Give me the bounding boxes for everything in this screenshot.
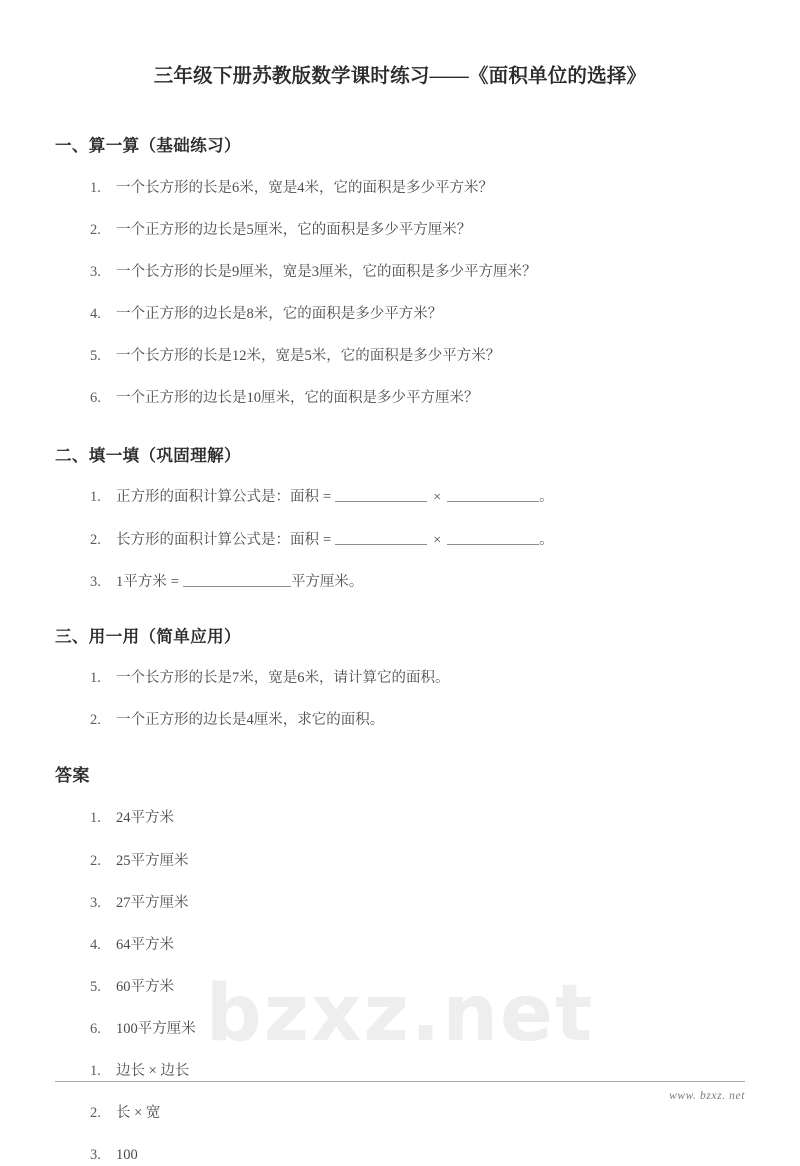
list-item xyxy=(90,710,800,731)
list-item-text: 一个长方形的长是7米，宽是6米，请计算它的面积。 xyxy=(116,670,450,687)
list-item xyxy=(90,851,800,872)
list-item-number: 4. xyxy=(90,305,101,322)
list-item-text: 长 × 宽 xyxy=(116,1104,161,1121)
list-item-text: 一个正方形的边长是10厘米，它的面积是多少平方厘米？ xyxy=(116,389,479,406)
fill-in-lead: 长方形的面积计算公式是：面积 xyxy=(116,531,319,548)
list-item xyxy=(90,487,800,508)
list-item-number: 1. xyxy=(90,810,101,827)
list-item-number: 3. xyxy=(90,573,101,590)
list-item-text: 一个正方形的边长是4厘米，求它的面积。 xyxy=(116,712,385,729)
fill-in-tail: 平方厘米。 xyxy=(290,573,364,590)
list-item xyxy=(90,935,800,956)
equals-sign: = xyxy=(323,489,332,506)
list-item-number: 2. xyxy=(90,712,101,729)
multiplication-sign: × xyxy=(433,490,442,506)
list-item-number: 5. xyxy=(90,347,101,364)
list-item-number: 1. xyxy=(90,489,101,506)
question-list-section-1 xyxy=(0,178,800,409)
list-item-text: 25平方厘米 xyxy=(116,852,189,869)
list-item-number: 1. xyxy=(90,1062,101,1079)
answer-list xyxy=(0,808,800,1165)
footer-url: www. bzxz. net xyxy=(669,1090,745,1102)
list-item xyxy=(90,572,800,593)
list-item-number: 6. xyxy=(90,1020,101,1037)
blank-field[interactable] xyxy=(335,530,427,545)
section-heading-answers: 答案 xyxy=(55,766,90,786)
list-item-number: 2. xyxy=(90,531,101,548)
list-item xyxy=(90,668,800,689)
list-item xyxy=(90,178,800,199)
list-item-number: 4. xyxy=(90,936,101,953)
blank-field[interactable] xyxy=(335,488,427,503)
list-item xyxy=(90,893,800,914)
list-item xyxy=(90,1145,800,1166)
list-item xyxy=(90,220,800,241)
list-item xyxy=(90,262,800,283)
list-item-text: 一个长方形的长是12米，宽是5米，它的面积是多少平方米？ xyxy=(116,347,501,364)
list-item-number: 2. xyxy=(90,1104,101,1121)
section-heading-tian-yi-tian: 二、填一填（巩固理解） xyxy=(55,445,241,465)
list-item-number: 3. xyxy=(90,1146,101,1163)
list-item-text: 24平方米 xyxy=(116,810,174,827)
question-list-section-3 xyxy=(0,668,800,731)
list-item xyxy=(90,977,800,998)
blank-field[interactable] xyxy=(447,488,539,503)
list-item xyxy=(90,530,800,551)
list-item-number: 3. xyxy=(90,894,101,911)
list-item xyxy=(90,1103,800,1124)
list-item-text: 边长 × 边长 xyxy=(116,1062,190,1079)
list-item-text: 一个正方形的边长是8米，它的面积是多少平方米？ xyxy=(116,305,443,322)
list-item-text: 64平方米 xyxy=(116,936,174,953)
multiplication-sign: × xyxy=(433,532,442,548)
list-item xyxy=(90,304,800,325)
page-title: 三年级下册苏教版数学课时练习——《面积单位的选择》 xyxy=(153,66,647,87)
section-heading-yong-yi-yong: 三、用一用（简单应用） xyxy=(55,626,241,646)
list-item-number: 2. xyxy=(90,221,101,238)
list-item-number: 3. xyxy=(90,263,101,280)
list-item-text: 100 xyxy=(116,1146,138,1163)
list-item-number: 6. xyxy=(90,389,101,406)
equals-sign: = xyxy=(170,573,179,590)
list-item-number: 2. xyxy=(90,852,101,869)
list-item xyxy=(90,388,800,409)
list-item-text: 一个正方形的边长是5厘米，它的面积是多少平方厘米？ xyxy=(116,221,472,238)
list-item-text: 27平方厘米 xyxy=(116,894,189,911)
list-item-number: 1. xyxy=(90,179,101,196)
watermark-bzxz: bzxz.net xyxy=(205,969,595,1059)
list-item-text: 一个长方形的长是6米，宽是4米，它的面积是多少平方米？ xyxy=(116,179,493,196)
list-item-text: 100平方厘米 xyxy=(116,1020,196,1037)
blank-field[interactable] xyxy=(447,530,539,545)
blank-field[interactable] xyxy=(183,572,291,587)
list-item-number: 1. xyxy=(90,670,101,687)
list-item xyxy=(90,346,800,367)
equals-sign: = xyxy=(323,531,332,548)
fill-in-tail: 。 xyxy=(539,489,554,506)
list-item xyxy=(90,1019,800,1040)
page-footer xyxy=(55,1081,745,1102)
list-item-number: 5. xyxy=(90,978,101,995)
section-heading-suan-yi-suan: 一、算一算（基础练习） xyxy=(55,136,241,156)
footer-divider xyxy=(55,1081,745,1082)
fill-in-list-section-2 xyxy=(0,487,800,593)
fill-in-tail: 。 xyxy=(539,531,554,548)
list-item xyxy=(90,1061,800,1082)
list-item-text: 一个长方形的长是9厘米，宽是3厘米，它的面积是多少平方厘米？ xyxy=(116,263,537,280)
fill-in-lead: 1平方米 xyxy=(116,573,167,590)
list-item xyxy=(90,808,800,829)
list-item-text: 60平方米 xyxy=(116,978,174,995)
fill-in-lead: 正方形的面积计算公式是：面积 xyxy=(116,489,319,506)
